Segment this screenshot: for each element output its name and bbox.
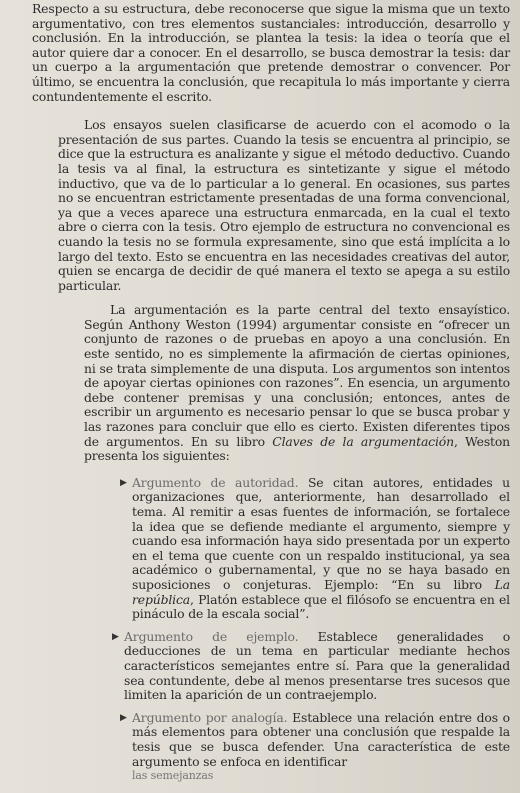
example-text: Establece generalidades o deducciones de un tema en particular mediante hechos característicos semejantes entre sí. Para que la generalidad sea contundente, debe al menos presentarse tres sucesos que limiten la aparición de un contraejemplo. bbox=[124, 628, 510, 703]
term-analogy: Argumento por analogía. bbox=[132, 709, 288, 725]
argument-types-list bbox=[14, 476, 510, 784]
paragraph-argumentation bbox=[14, 303, 510, 464]
list-item-authority-argument bbox=[14, 476, 510, 622]
argumentation-text-1: La argumentación es la parte central del texto ensayístico. Según Anthony Weston (1994) argumentar consiste en “ofrecer un conjunto de razones o de pruebas en apoyo a una conclusión. En este sentido, no es simplemente la afirmación de ciertas opiniones, ni se trata simplemente de una disputa. Los argumentos son intentos de apoyar ciertas opiniones con razones”. En esencia, un argumento debe contener premisas y una conclusión; entonces, antes de escribir un argumento es necesario pensar lo que se busca probar y las razones para concluir que ello es cierto. Existen diferentes tipos de argumentos. En su libro bbox=[84, 302, 510, 449]
paragraph-structure: Respecto a su estructura, debe reconocerse que sigue la misma que un texto argumentativo, con tres elementos sustanciales: introducción, desarrollo y conclusión. En la introducción, se plantea la tesis: la idea o teoría que el autor quiere dar a conocer. En el desarrollo, se busca demostrar la tesis: dar un cuerpo a la argumentación que pretende demostrar o convencer. Por último, se encuentra la conclusión, que recapitula lo más importante y cierra contundentemente el escrito. bbox=[32, 1, 510, 104]
analogy-text: Establece una relación entre dos o más elementos para obtener una conclusión que respalde la tesis que se busca defender. Una característica de este argumento se enfoca en identificar bbox=[132, 709, 510, 769]
argumentation-text-2: , Weston presenta los siguientes: bbox=[84, 433, 510, 464]
term-authority: Argumento de autoridad. bbox=[132, 474, 299, 490]
authority-text-2: , Platón establece que el filósofo se encuentra en el pináculo de la escala social”. bbox=[132, 591, 510, 622]
book-title-claves: Claves de la argumentación bbox=[272, 433, 454, 449]
list-item-analogy-argument bbox=[14, 711, 510, 784]
paragraph-essay-classification: Los ensayos suelen clasificarse de acuerdo con el acomodo o la presentación de sus partes. Cuando la tesis se encuentra al principio, se dice que la estructura es analizante y sigue el método deductivo. Cuando la tesis va al final, la estructura es sintetizante y sigue el método inductivo, que va de lo particular a lo general. En ocasiones, sus partes no se encuentran estrictamente presentadas de una forma convencional, ya que a veces aparece una estructura enmarcada, en la cual el texto abre o cierra con la tesis. Otro ejemplo de estructura no convencional es cuando la tesis no se formula expresamente, sino que está implícita a lo largo del texto. Esto se encuentra en las necesidades creativas del autor, quien se encarga de decidir de qué manera el texto se apega a su estilo particular. bbox=[58, 117, 510, 293]
analogy-tail: las semejanzas bbox=[132, 769, 214, 783]
bullet-icon: ▶ bbox=[112, 631, 119, 642]
list-item-example-argument bbox=[14, 630, 510, 703]
bullet-icon: ▶ bbox=[120, 712, 127, 723]
bullet-icon: ▶ bbox=[120, 477, 127, 488]
term-example: Argumento de ejemplo. bbox=[124, 628, 299, 644]
authority-text-1: Se citan autores, entidades u organizaciones que, anteriormente, han desarrollado el tema. Al remitir a esas fuentes de información, se fortalece la idea que se defiende mediante el argumento, siempre y cuando esa información haya sido presentada por un experto en el tema que cuente con un respaldo institucional, ya sea académico o gubernamental, y que no se haya basado en suposiciones o conjeturas. Ejemplo: “En su libro bbox=[132, 474, 510, 592]
book-title-republica: La república bbox=[132, 576, 510, 607]
